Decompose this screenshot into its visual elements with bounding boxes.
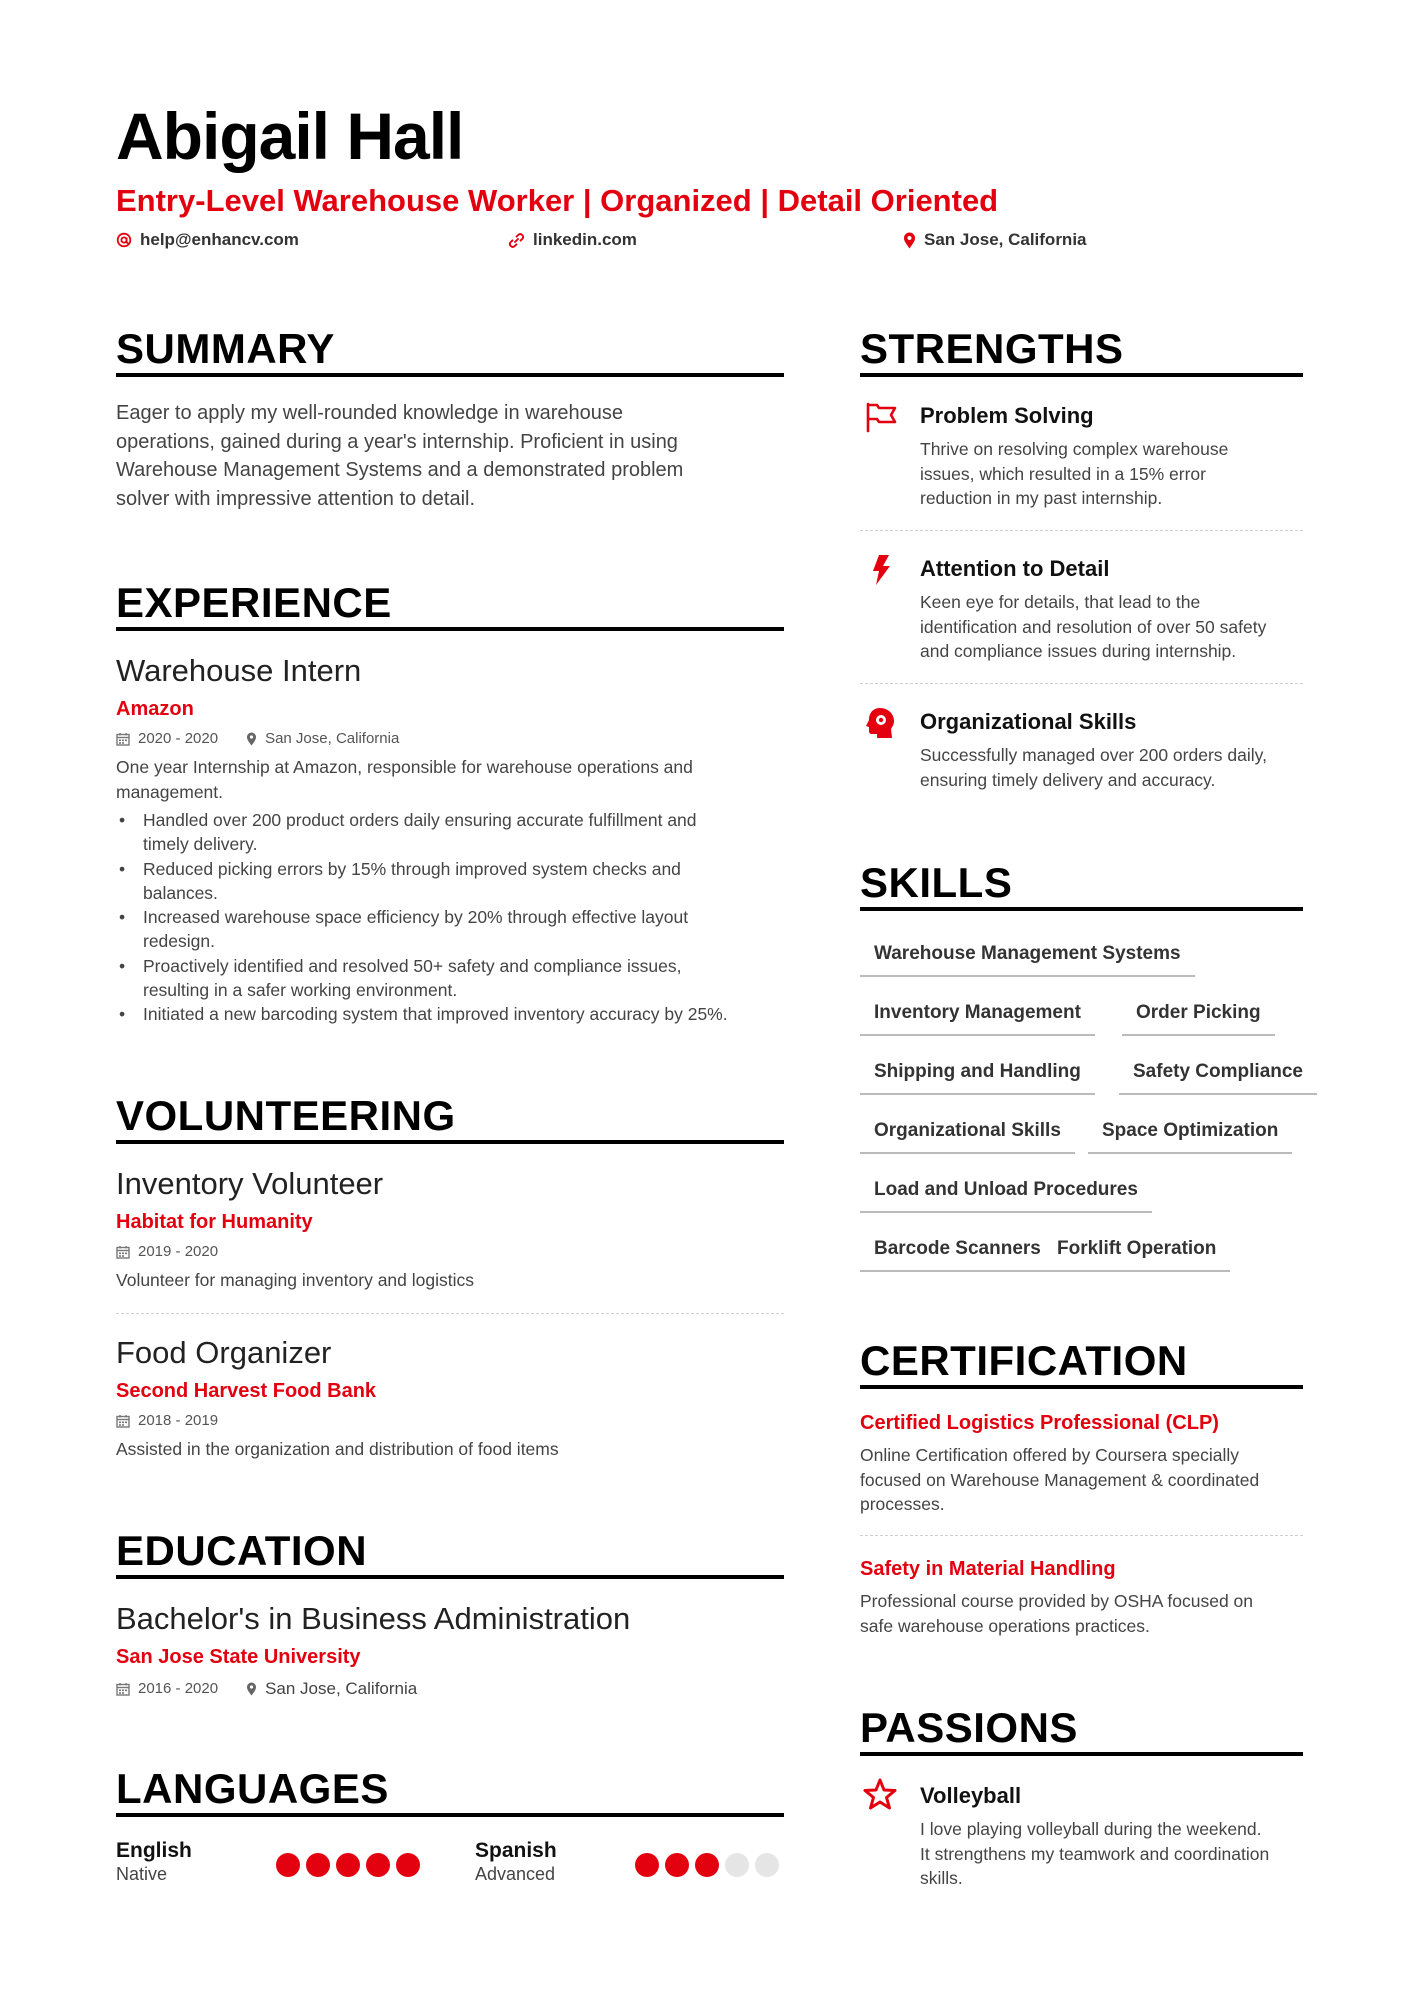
job-meta (116, 730, 419, 748)
passions-heading: PASSIONS (860, 1704, 1078, 1751)
at-icon (116, 232, 132, 248)
language-level: Native (116, 1864, 168, 1884)
divider (860, 530, 1303, 531)
strengths-heading: STRENGTHS (860, 325, 1124, 372)
skill-tag: Forklift Operation (1043, 1237, 1230, 1272)
calendar-icon (116, 1245, 130, 1259)
languages-rule (116, 1813, 784, 1817)
strength-description: Successfully managed over 200 orders daily, ensuring timely delivery and accuracy. (920, 745, 1267, 790)
rating-dot-filled (396, 1853, 420, 1877)
strength-title: Problem Solving (920, 403, 1094, 428)
skill-tag: Organizational Skills (860, 1119, 1075, 1154)
education-rule (116, 1575, 784, 1579)
language-name: English (116, 1839, 192, 1862)
summary-line: solver with impressive attention to detail. (116, 487, 476, 510)
certification-description: Professional course provided by OSHA focused on safe warehouse operations practices. (860, 1591, 1253, 1636)
skill-tag: Space Optimization (1088, 1119, 1292, 1154)
experience-heading: EXPERIENCE (116, 579, 392, 626)
bullet-item: • Initiated a new barcoding system that improved inventory accuracy by 25%. (116, 1002, 784, 1026)
candidate-name: Abigail Hall (116, 99, 464, 173)
job-description-line: One year Internship at Amazon, responsible for warehouse operations and (116, 757, 693, 777)
passion-title: Volleyball (920, 1783, 1022, 1808)
head-gear-icon (863, 706, 897, 740)
volunteer-org: Habitat for Humanity (116, 1211, 313, 1233)
contact-linkedin-text: linkedin.com (533, 230, 637, 249)
bullet-item: • Proactively identified and resolved 50+ safety and compliance issues, resulting in a safer working environment. (116, 954, 784, 1003)
contact-location-text: San Jose, California (924, 230, 1087, 249)
rating-dot-empty (725, 1853, 749, 1877)
experience-rule (116, 627, 784, 631)
volunteering-rule (116, 1140, 784, 1144)
flag-icon (865, 400, 899, 434)
passions-rule (860, 1752, 1303, 1756)
language-level: Advanced (475, 1864, 556, 1884)
candidate-tagline: Entry-Level Warehouse Worker | Organized | Detail Oriented (116, 183, 999, 218)
rating-dot-filled (276, 1853, 300, 1877)
certification-description: Online Certification offered by Coursera specially focused on Warehouse Management & coordinated processes. (860, 1445, 1260, 1514)
divider (860, 683, 1303, 684)
skill-tag: Warehouse Management Systems (860, 942, 1195, 977)
certification-rule (860, 1385, 1303, 1389)
calendar-icon (116, 732, 130, 746)
degree-title: Bachelor's in Business Administration (116, 1601, 631, 1636)
skill-tag: Barcode Scanners (860, 1237, 1055, 1272)
location-pin-icon (246, 732, 257, 746)
strength-title: Attention to Detail (920, 556, 1110, 581)
rating-dot-filled (306, 1853, 330, 1877)
job-title: Warehouse Intern (116, 653, 362, 688)
education-location: San Jose, California (265, 1679, 418, 1698)
calendar-icon (116, 1414, 130, 1428)
skill-tag: Load and Unload Procedures (860, 1178, 1152, 1213)
contact-email-text: help@enhancv.com (140, 230, 299, 249)
job-bullets (116, 808, 784, 1027)
summary-text (116, 399, 784, 513)
rating-dot-filled (665, 1853, 689, 1877)
job-description (116, 755, 784, 804)
language-name: Spanish (475, 1839, 557, 1862)
rating-dot-filled (635, 1853, 659, 1877)
certification-heading: CERTIFICATION (860, 1337, 1188, 1384)
volunteer-role: Inventory Volunteer (116, 1166, 384, 1201)
job-dates: 2020 - 2020 (138, 730, 219, 747)
rating-dot-filled (336, 1853, 360, 1877)
summary-line: operations, gained during a year's internship. Proficient in using (116, 430, 678, 453)
rating-dot-filled (695, 1853, 719, 1877)
volunteer-meta (116, 1412, 238, 1430)
divider (116, 1313, 784, 1314)
volunteer-dates: 2019 - 2020 (138, 1243, 219, 1260)
contact-email[interactable] (116, 230, 299, 250)
bullet-item: • Increased warehouse space efficiency by 20% through effective layout redesign. (116, 905, 784, 954)
school-name: San Jose State University (116, 1646, 361, 1668)
skill-tag: Safety Compliance (1119, 1060, 1317, 1095)
language-rating (276, 1853, 420, 1877)
contact-linkedin[interactable] (508, 230, 637, 250)
education-dates: 2016 - 2020 (138, 1680, 219, 1697)
volunteering-heading: VOLUNTEERING (116, 1092, 456, 1139)
education-meta (116, 1680, 437, 1698)
strengths-rule (860, 373, 1303, 377)
skill-tag: Inventory Management (860, 1001, 1095, 1036)
location-pin-icon (246, 1682, 257, 1696)
skills-rule (860, 907, 1303, 911)
strength-description: Keen eye for details, that lead to the identification and resolution of over 50 safety and compliance issues during internship. (920, 592, 1267, 661)
summary-line: Warehouse Management Systems and a demonstrated problem (116, 459, 684, 481)
volunteer-description: Volunteer for managing inventory and logistics (116, 1270, 474, 1290)
location-pin-icon (903, 232, 916, 249)
languages-heading: LANGUAGES (116, 1765, 389, 1812)
summary-line: Eager to apply my well-rounded knowledge in warehouse (116, 402, 623, 424)
skill-tag: Shipping and Handling (860, 1060, 1095, 1095)
job-location: San Jose, California (265, 730, 400, 747)
volunteer-meta (116, 1243, 238, 1261)
star-icon (863, 1777, 897, 1811)
rating-dot-filled (366, 1853, 390, 1877)
link-icon (508, 232, 525, 249)
language-rating (635, 1853, 779, 1877)
calendar-icon (116, 1682, 130, 1696)
strength-description: Thrive on resolving complex warehouse issues, which resulted in a 15% error reduction in my past internship. (920, 439, 1229, 508)
job-description-line: management. (116, 781, 224, 802)
certification-name: Safety in Material Handling (860, 1558, 1116, 1580)
skills-heading: SKILLS (860, 859, 1013, 906)
passion-description: I love playing volleyball during the weekend. It strengthens my teamwork and coordination skills. (920, 1819, 1270, 1888)
summary-heading: SUMMARY (116, 325, 335, 372)
contact-location (903, 230, 1087, 250)
bullet-item: • Reduced picking errors by 15% through improved system checks and balances. (116, 857, 784, 906)
summary-rule (116, 373, 784, 377)
rating-dot-empty (755, 1853, 779, 1877)
lightning-icon (865, 553, 899, 587)
company-name: Amazon (116, 698, 194, 720)
certification-name: Certified Logistics Professional (CLP) (860, 1412, 1219, 1434)
volunteer-description: Assisted in the organization and distribution of food items (116, 1439, 559, 1459)
bullet-item: • Handled over 200 product orders daily ensuring accurate fulfillment and timely delivery. (116, 808, 784, 857)
skill-tag: Order Picking (1122, 1001, 1275, 1036)
volunteer-role: Food Organizer (116, 1335, 332, 1370)
divider (860, 1535, 1303, 1536)
volunteer-dates: 2018 - 2019 (138, 1412, 219, 1429)
education-heading: EDUCATION (116, 1527, 368, 1574)
strength-title: Organizational Skills (920, 709, 1137, 734)
volunteer-org: Second Harvest Food Bank (116, 1380, 377, 1402)
